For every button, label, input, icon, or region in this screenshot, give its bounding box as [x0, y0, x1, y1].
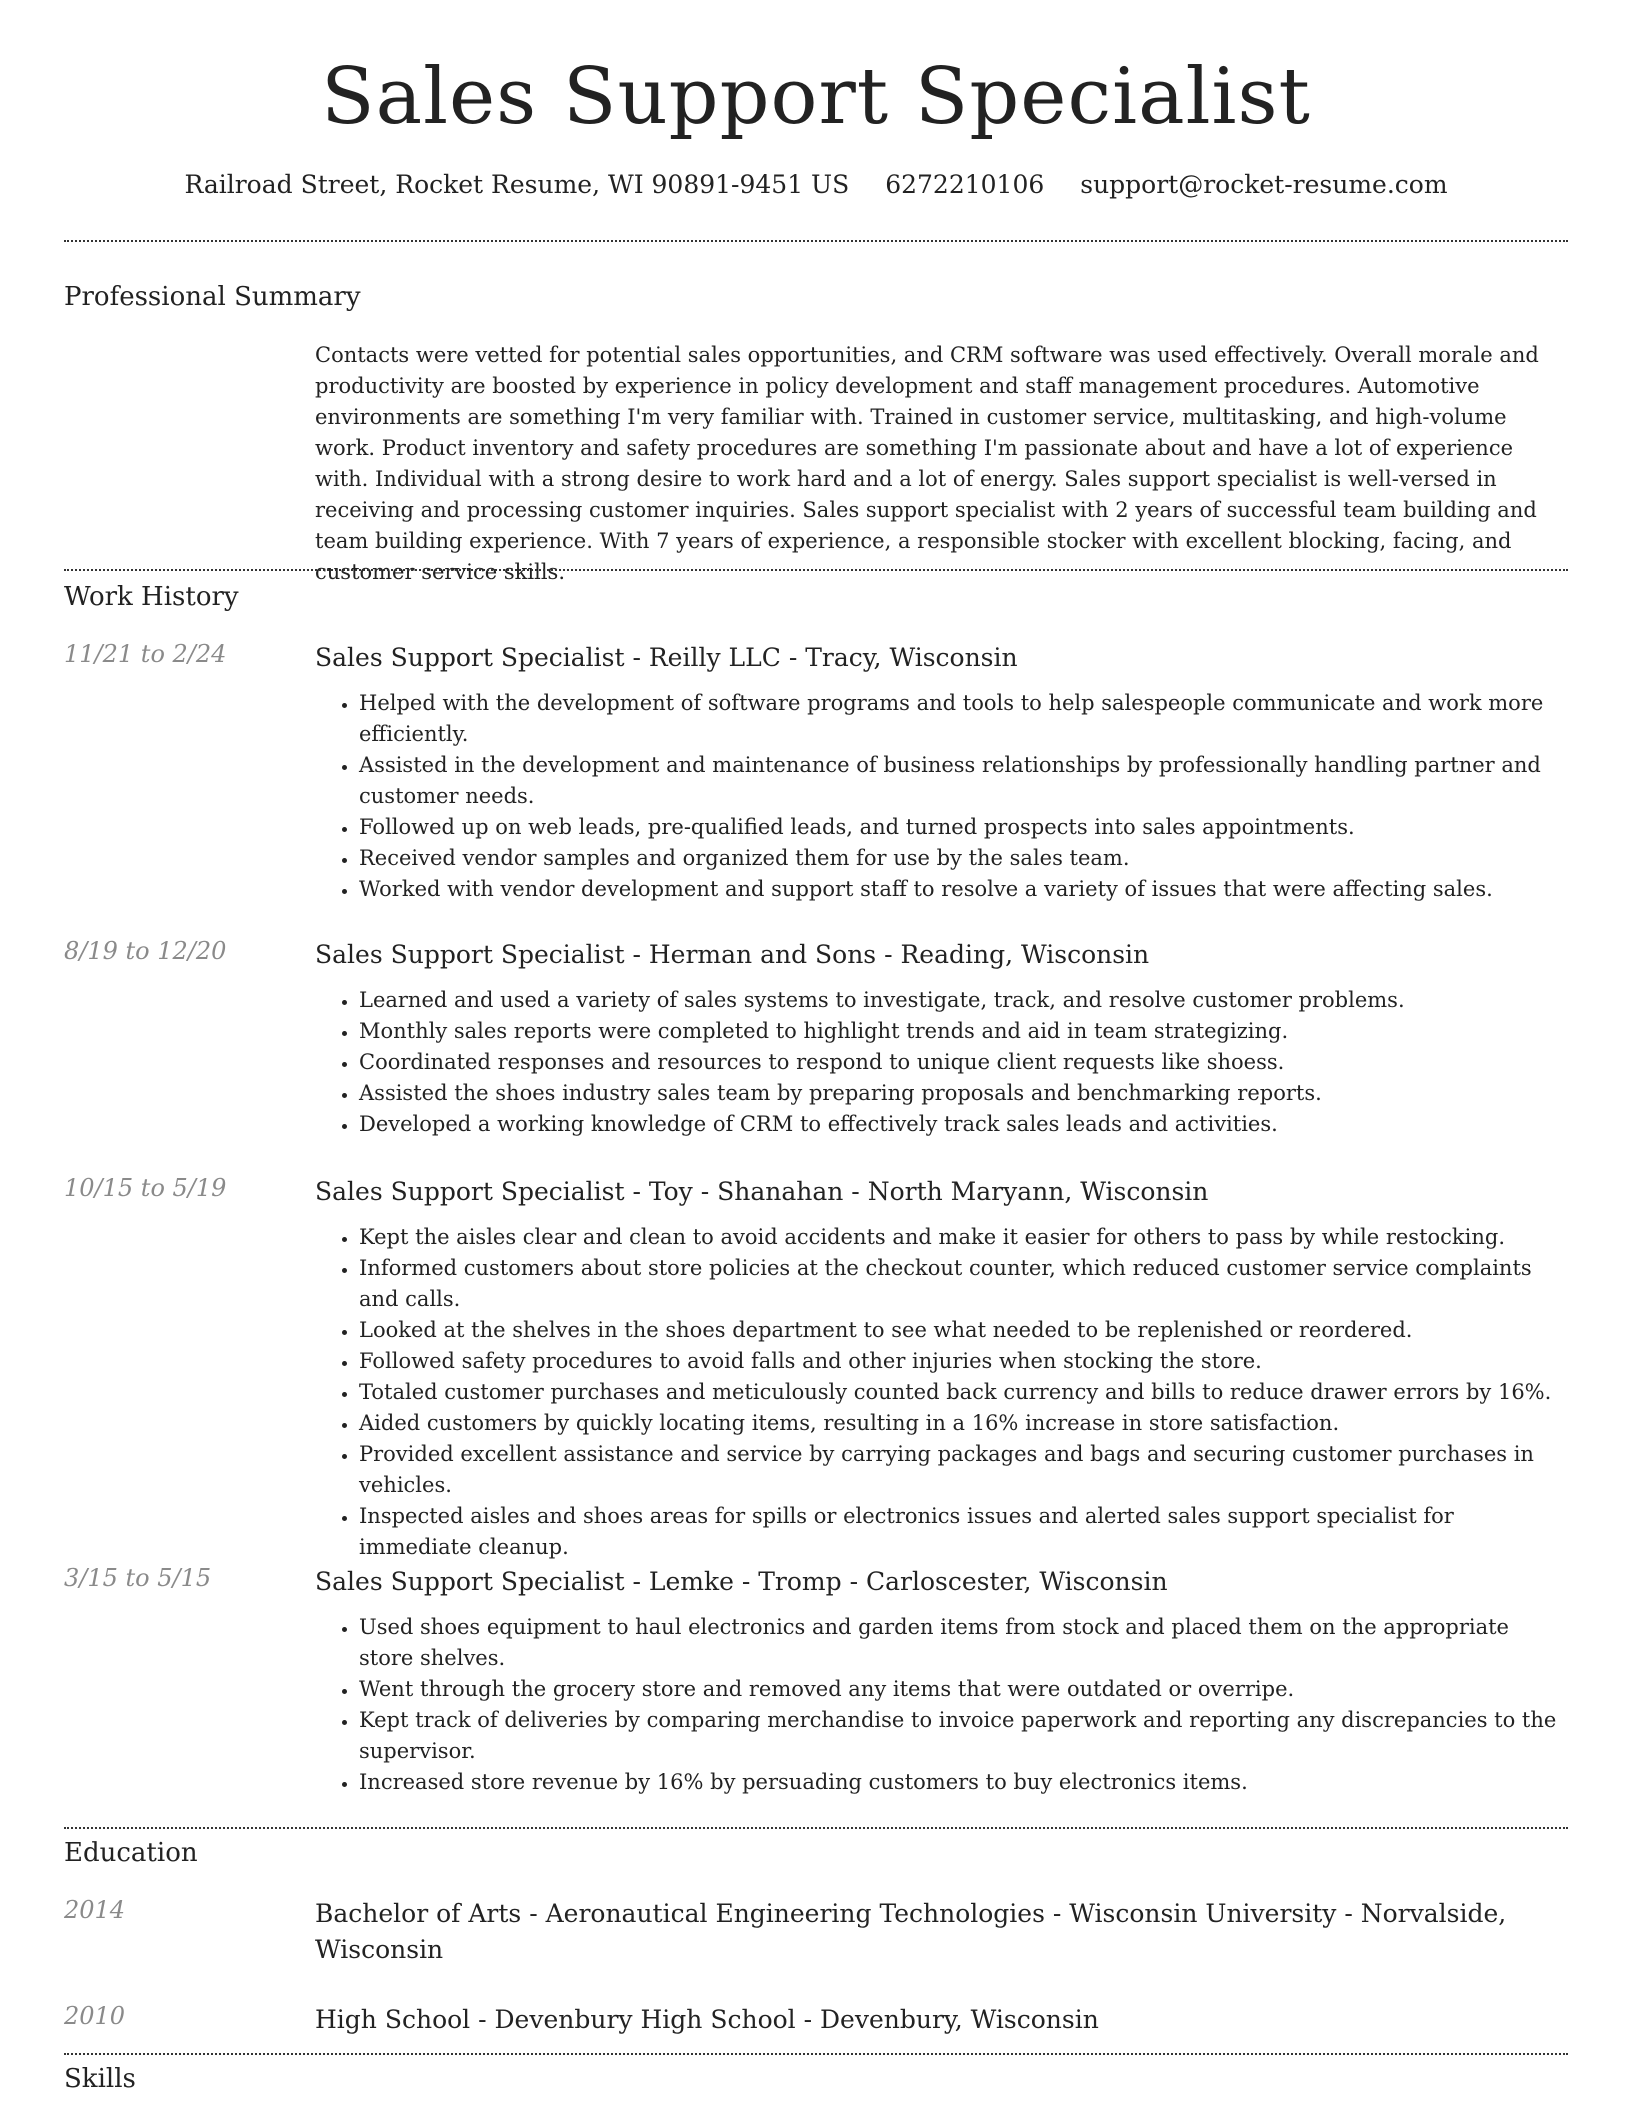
list-item: • Informed customers about store policies at the checkout counter, which reduced customer service complaints and calls. [359, 1253, 1565, 1315]
list-item: • Worked with vendor development and support staff to resolve a variety of issues that were affecting sales. [359, 874, 1565, 905]
list-item: • Coordinated responses and resources to respond to unique client requests like shoess. [359, 1047, 1565, 1078]
list-item: • Monthly sales reports were completed to highlight trends and aid in team strategizing. [359, 1016, 1565, 1047]
summary-text: Contacts were vetted for potential sales opportunities, and CRM software was used effectively. Overall morale and productivity are boosted by experience in policy development and staff management procedures. Automotive environments are something I'm very familiar with. Trained in customer service, multitasking, and high-volume work. Product inventory and safety procedures are something I'm passionate about and have a lot of experience with. Individual with a strong desire to work hard and a lot of energy. Sales support specialist is well-versed in receiving and processing customer inquiries. Sales support specialist with 2 years of successful team building and team building experience. With 7 years of experience, a responsible stocker with excellent blocking, facing, and customer service skills. [315, 343, 1539, 584]
list-item: • Looked at the shelves in the shoes department to see what needed to be replenished or reordered. [359, 1315, 1565, 1346]
list-item: • Followed safety procedures to avoid falls and other injuries when stocking the store. [359, 1346, 1565, 1377]
skills-heading: Skills [64, 2064, 136, 2094]
contact-email: support@rocket-resume.com [1080, 170, 1448, 199]
summary-heading: Professional Summary [64, 282, 361, 312]
list-item: • Kept track of deliveries by comparing merchandise to invoice paperwork and reporting any discrepancies to the supervisor. [359, 1705, 1565, 1767]
education-title: High School - Devenbury High School - Devenbury, Wisconsin [315, 2005, 1099, 2034]
list-item: • Helped with the development of software programs and tools to help salespeople communicate and work more efficiently. [359, 688, 1565, 750]
list-item: • Received vendor samples and organized them for use by the sales team. [359, 843, 1565, 874]
section-divider [64, 569, 1568, 571]
list-item: • Increased store revenue by 16% by persuading customers to buy electronics items. [359, 1767, 1565, 1798]
job-title: Sales Support Specialist - Reilly LLC - Tracy, Wisconsin [315, 643, 1018, 672]
list-item: • Totaled customer purchases and meticulously counted back currency and bills to reduce drawer errors by 16%. [359, 1377, 1565, 1408]
contact-phone: 6272210106 [885, 170, 1045, 199]
list-item: • Kept the aisles clear and clean to avoid accidents and make it easier for others to pass by while restocking. [359, 1222, 1565, 1253]
job-bullets [315, 1612, 1565, 1798]
job-title: Sales Support Specialist - Lemke - Tromp - Carloscester, Wisconsin [315, 1567, 1168, 1596]
list-item: • Developed a working knowledge of CRM to effectively track sales leads and activities. [359, 1109, 1565, 1140]
list-item: • Inspected aisles and shoes areas for spills or electronics issues and alerted sales support specialist for immediate cleanup. [359, 1501, 1565, 1563]
list-item: • Went through the grocery store and removed any items that were outdated or overripe. [359, 1674, 1565, 1705]
list-item: • Provided excellent assistance and service by carrying packages and bags and securing customer purchases in vehicles. [359, 1439, 1565, 1501]
job-date: 8/19 to 12/20 [64, 937, 227, 965]
list-item: • Aided customers by quickly locating items, resulting in a 16% increase in store satisfaction. [359, 1408, 1565, 1439]
list-item: • Used shoes equipment to haul electronics and garden items from stock and placed them on the appropriate store shelves. [359, 1612, 1565, 1674]
work-history-heading: Work History [64, 582, 239, 612]
section-divider [64, 1827, 1568, 1829]
job-title: Sales Support Specialist - Herman and Sons - Reading, Wisconsin [315, 940, 1150, 969]
job-bullets [315, 985, 1565, 1140]
list-item: • Assisted the shoes industry sales team by preparing proposals and benchmarking reports. [359, 1078, 1565, 1109]
section-divider [64, 2053, 1568, 2055]
job-date: 10/15 to 5/19 [64, 1174, 227, 1202]
list-item: • Learned and used a variety of sales systems to investigate, track, and resolve customer problems. [359, 985, 1565, 1016]
job-bullets [315, 1222, 1565, 1563]
education-heading: Education [64, 1838, 198, 1868]
resume-name: Sales Support Specialist [321, 52, 1311, 142]
education-title: Bachelor of Arts - Aeronautical Engineering Technologies - Wisconsin University - Norvalside, Wisconsin [315, 1899, 1507, 1964]
contact-line [64, 170, 1568, 199]
contact-address: Railroad Street, Rocket Resume, WI 90891-9451 US [184, 170, 850, 199]
list-item: • Followed up on web leads, pre-qualified leads, and turned prospects into sales appointments. [359, 812, 1565, 843]
education-date: 2010 [64, 2002, 126, 2030]
job-date: 3/15 to 5/15 [64, 1564, 212, 1592]
job-bullets [315, 688, 1565, 905]
job-title: Sales Support Specialist - Toy - Shanahan - North Maryann, Wisconsin [315, 1177, 1209, 1206]
section-divider [64, 240, 1568, 242]
job-date: 11/21 to 2/24 [64, 640, 227, 668]
education-date: 2014 [64, 1896, 126, 1924]
list-item: • Assisted in the development and maintenance of business relationships by professionally handling partner and customer needs. [359, 750, 1565, 812]
